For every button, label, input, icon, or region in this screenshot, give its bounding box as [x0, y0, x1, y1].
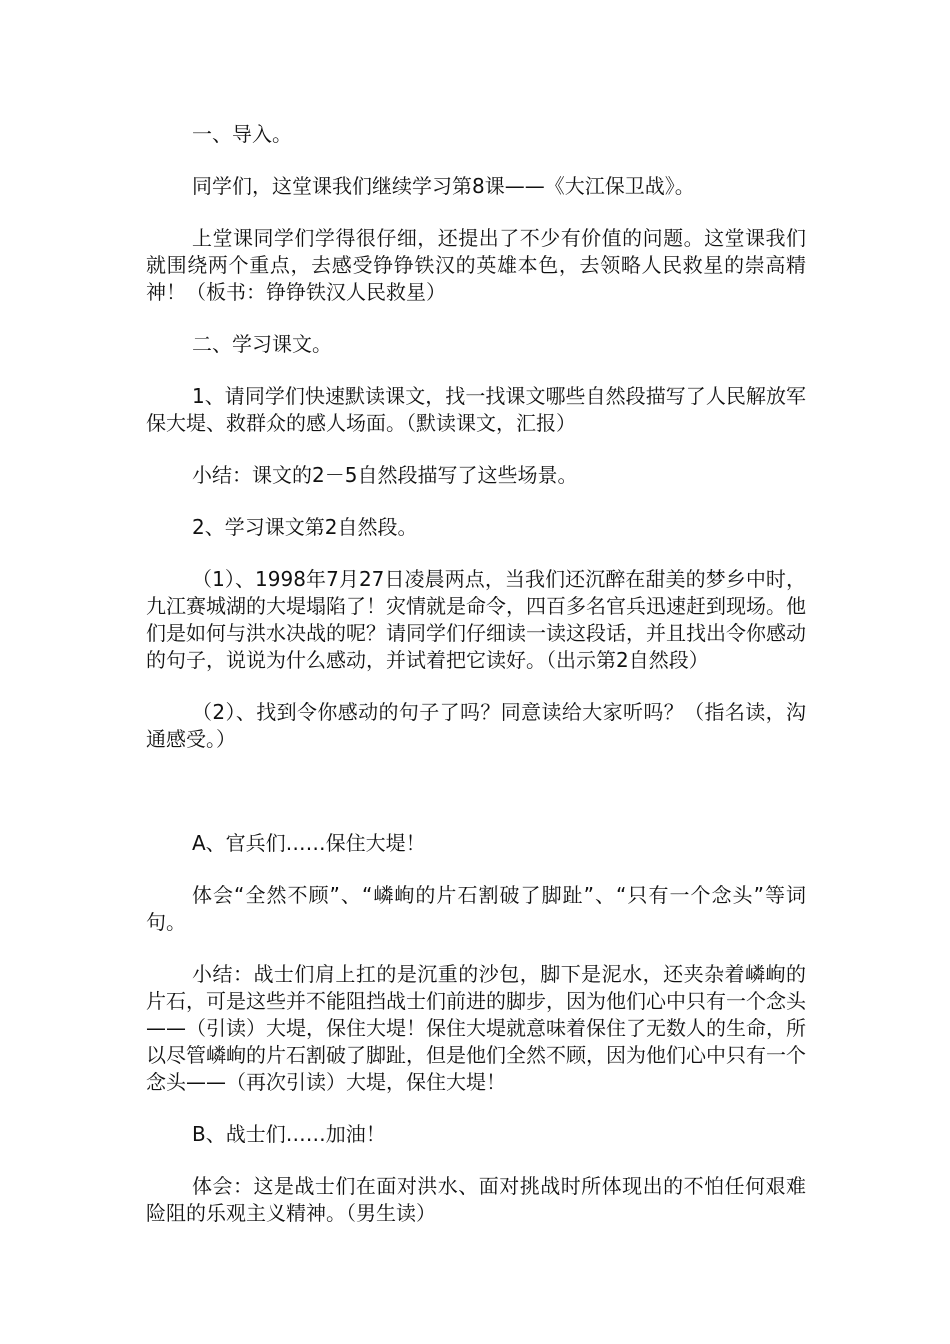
paragraph: 1、请同学们快速默读课文，找一找课文哪些自然段描写了人民解放军保大堤、救群众的感人场面。（默读课文，汇报）: [146, 384, 806, 435]
paragraph: （1）、1998年7月27日凌晨两点，当我们还沉醉在甜美的梦乡中时，九江赛城湖的大堤塌陷了！灾情就是命令，四百多名官兵迅速赶到现场。他们是如何与洪水决战的呢？请同学们仔细读一读这段话，并且找出令你感动的句子，说说为什么感动，并试着把它读好。（出示第2自然段）: [146, 567, 806, 672]
paragraph: 体会“全然不顾”、“嶙峋的片石割破了脚趾”、“只有一个念头”等词句。: [146, 883, 806, 934]
paragraph: 小结：战士们肩上扛的是沉重的沙包，脚下是泥水，还夹杂着嶙峋的片石，可是这些并不能阻挡战士们前进的脚步，因为他们心中只有一个念头——（引读）大堤，保住大堤！保住大堤就意味着保住了无数人的生命，所以尽管嶙峋的片石割破了脚趾，但是他们全然不顾，因为他们心中只有一个念头——（再次引读）大堤，保住大堤！: [146, 962, 806, 1094]
paragraph: （2）、找到令你感动的句子了吗？同意读给大家听吗？（指名读，沟通感受。）: [146, 700, 806, 751]
section-heading-study: 二、学习课文。: [192, 332, 332, 356]
paragraph: B、战士们……加油！: [192, 1122, 386, 1146]
paragraph: 上堂课同学们学得很仔细，还提出了不少有价值的问题。这堂课我们就围绕两个重点，去感受铮铮铁汉的英雄本色，去领略人民救星的崇高精神！（板书：铮铮铁汉人民救星）: [146, 226, 806, 304]
paragraph: A、官兵们……保住大堤！: [192, 831, 426, 855]
blank-space: [146, 778, 806, 830]
paragraph: 2、学习课文第2自然段。: [192, 515, 418, 539]
section-heading-intro: 一、导入。: [192, 122, 292, 146]
paragraph: 小结：课文的2－5自然段描写了这些场景。: [192, 463, 578, 487]
paragraph: 同学们，这堂课我们继续学习第8课——《大江保卫战》。: [192, 174, 695, 198]
document-body: [146, 121, 806, 1252]
paragraph: 体会：这是战士们在面对洪水、面对挑战时所体现出的不怕任何艰难险阻的乐观主义精神。（男生读）: [146, 1174, 806, 1225]
